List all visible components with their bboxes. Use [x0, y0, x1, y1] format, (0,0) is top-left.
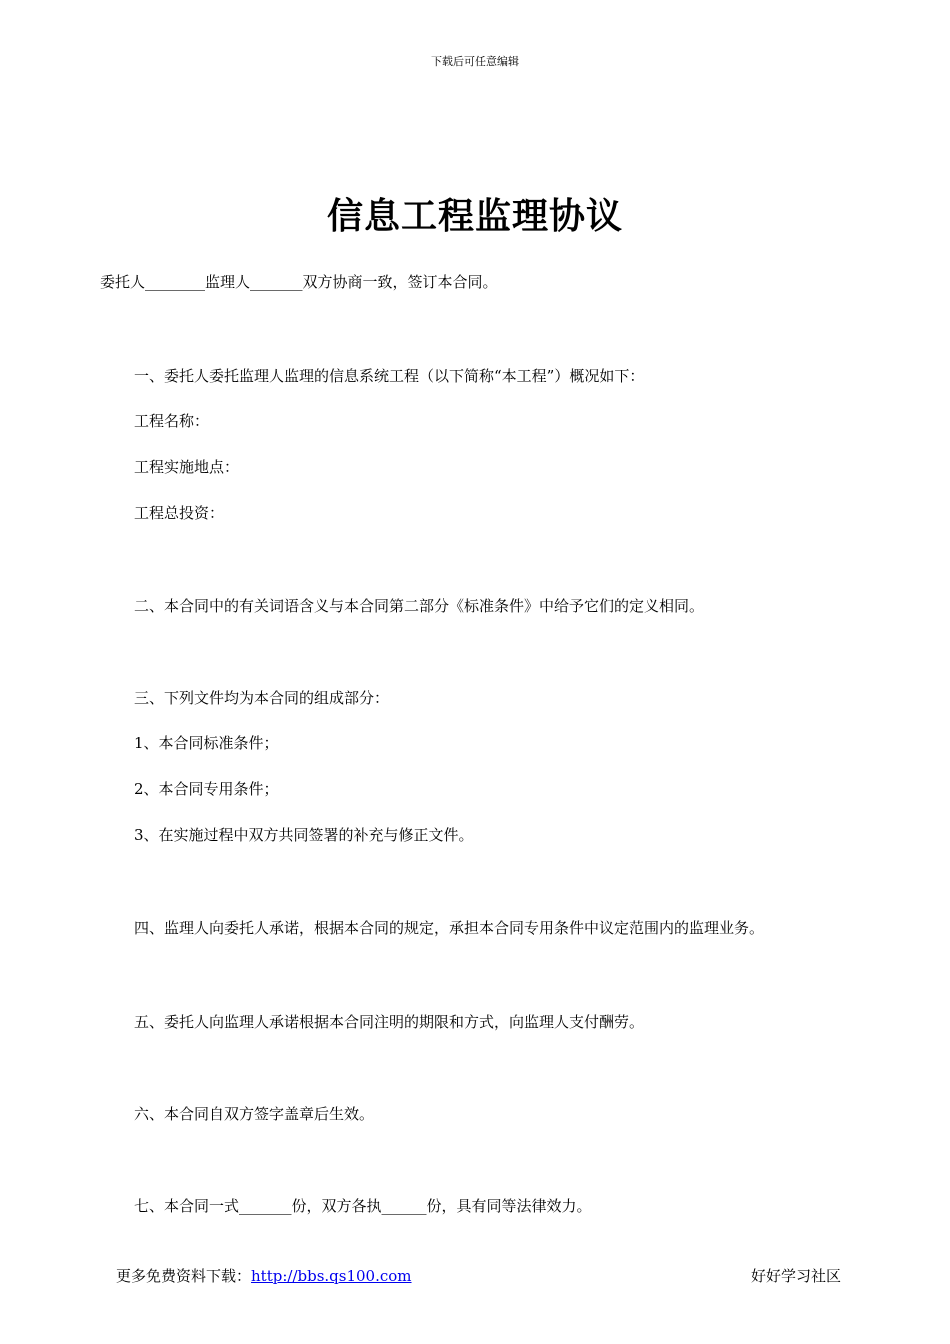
footer-site-name: 好好学习社区: [751, 1267, 842, 1285]
clause-3: 三、下列文件均为本合同的组成部分：: [134, 689, 390, 707]
document-item-2: 2、本合同专用条件；: [134, 780, 279, 798]
clause-5: 五、委托人向监理人承诺根据本合同注明的期限和方式，向监理人支付酬劳。: [134, 1013, 645, 1031]
clause-6: 六、本合同自双方签字盖章后生效。: [134, 1105, 375, 1123]
clause-4: 四、监理人向委托人承诺，根据本合同的规定，承担本合同专用条件中议定范围内的监理业务。: [134, 919, 765, 937]
document-item-1: 1、本合同标准条件；: [134, 734, 279, 752]
footer-download-link[interactable]: http://bbs.qs100.com: [251, 1267, 412, 1285]
footer-download-label: 更多免费资料下载：: [116, 1267, 252, 1285]
header-note: 下载后可任意编辑: [431, 55, 519, 68]
project-location-line: 工程实施地点：: [134, 458, 240, 476]
footer-download: [116, 1266, 412, 1286]
clause-7: 七、本合同一式_______份，双方各执______份，具有同等法律效力。: [134, 1197, 592, 1215]
clause-2: 二、本合同中的有关词语含义与本合同第二部分《标准条件》中给予它们的定义相同。: [134, 597, 705, 615]
intro-paragraph: 委托人________监理人_______双方协商一致，签订本合同。: [100, 273, 498, 291]
project-investment-line: 工程总投资：: [134, 504, 225, 522]
document-title: 信息工程监理协议: [326, 195, 623, 237]
project-name-line: 工程名称：: [134, 412, 210, 430]
clause-1: 一、委托人委托监理人监理的信息系统工程（以下简称“本工程”）概况如下：: [134, 367, 645, 385]
document-item-3: 3、在实施过程中双方共同签署的补充与修正文件。: [134, 826, 474, 844]
